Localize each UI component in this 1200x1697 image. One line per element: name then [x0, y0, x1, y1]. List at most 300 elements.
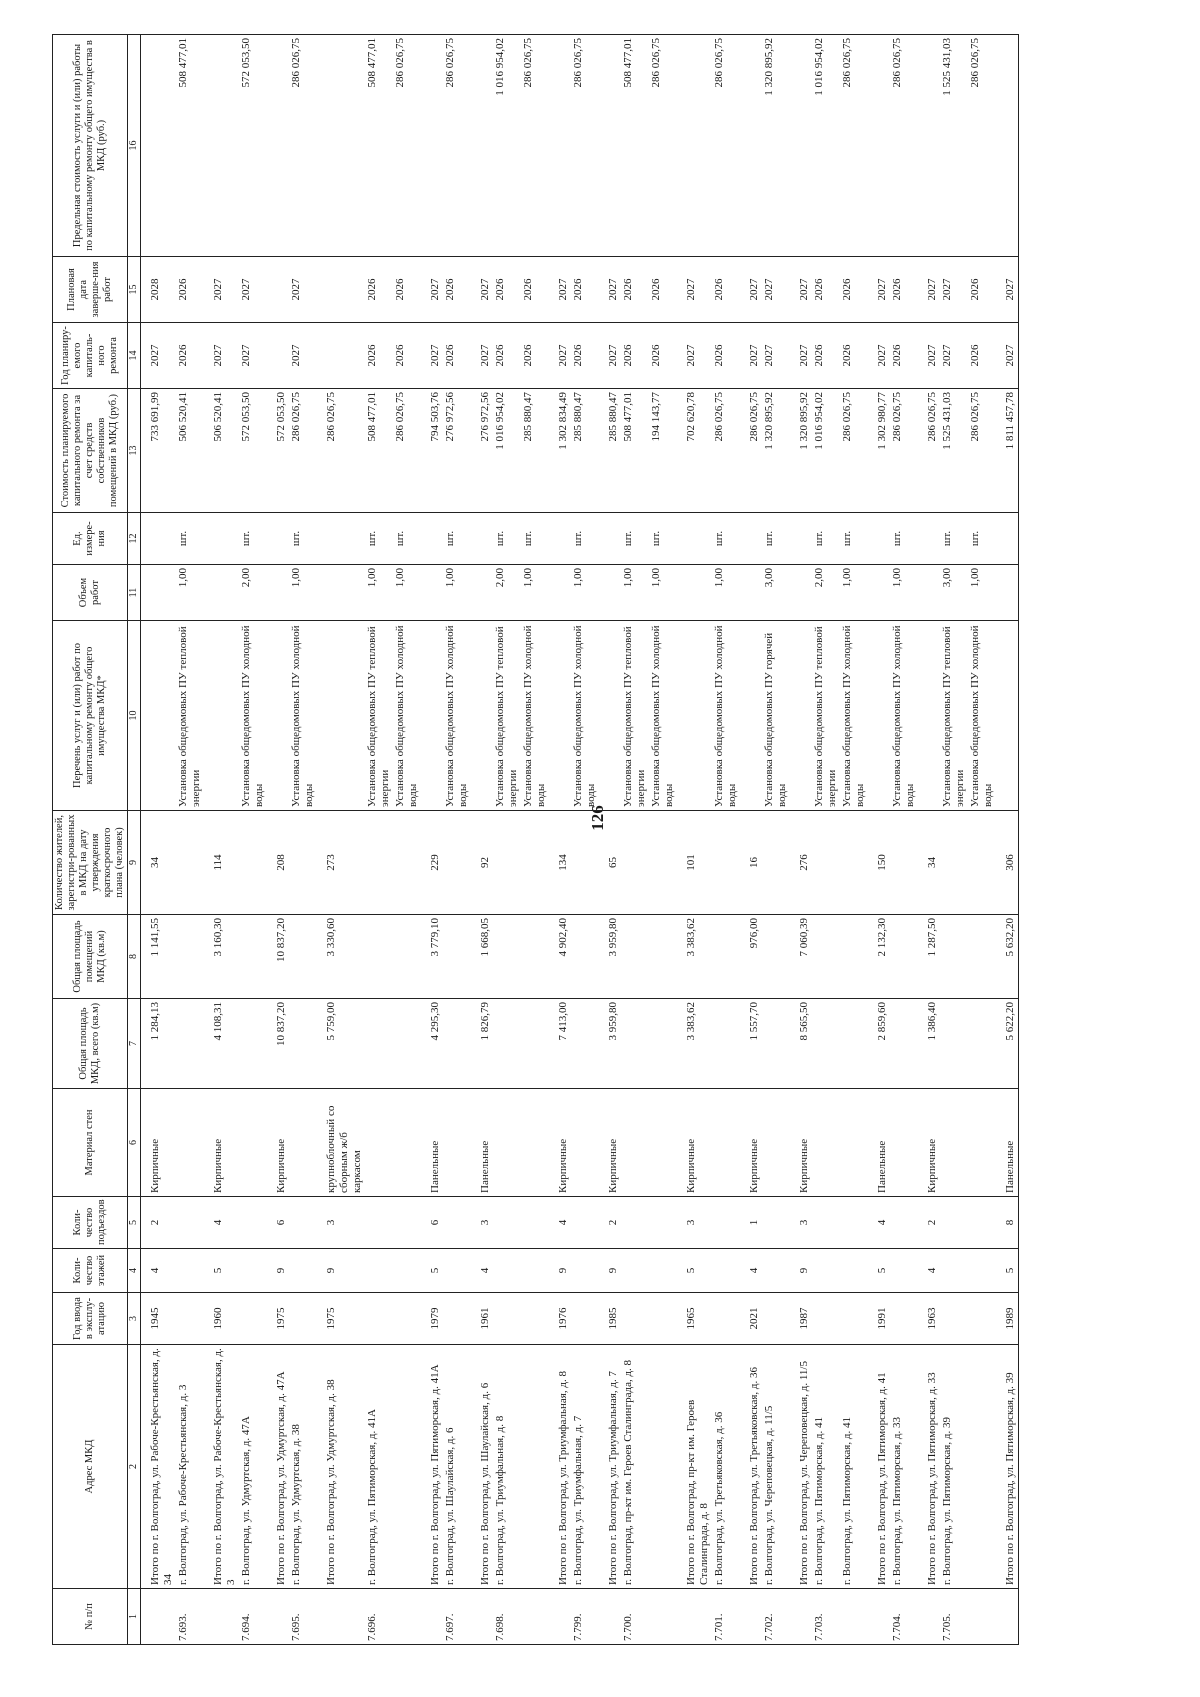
table-cell: [712, 1089, 740, 1197]
table-cell: 508 477,01: [176, 35, 204, 257]
table-cell: 286 026,75: [317, 389, 365, 513]
table-cell: [649, 1589, 677, 1645]
table-cell: Кирпичные: [141, 1089, 177, 1197]
table-row: [239, 35, 267, 1645]
table-cell: Итого по г. Волгоград, ул. Триумфальная, д. 7: [599, 1345, 621, 1589]
table-cell: [649, 1249, 677, 1293]
table-cell: 2026: [176, 257, 204, 323]
table-cell: Установка общедомовых ПУ холодной воды: [393, 621, 421, 811]
table-cell: 2027: [599, 323, 621, 389]
table-cell: 286 026,75: [289, 389, 317, 513]
table-cell: [267, 1589, 289, 1645]
table-cell: 7 413,00: [549, 999, 571, 1089]
table-cell: [599, 565, 621, 621]
table-cell: 1 525 431,03: [940, 389, 968, 513]
table-cell: [677, 513, 712, 565]
table-cell: [599, 35, 621, 257]
table-cell: [790, 621, 812, 811]
column-number-row: [128, 35, 141, 1645]
table-cell: Кирпичные: [549, 1089, 571, 1197]
table-cell: [677, 621, 712, 811]
table-cell: шт.: [968, 513, 996, 565]
table-cell: [549, 621, 571, 811]
column-header: Предельная стоимость услуги и (или) работы по капитальному ремонту общего имущества в МКД (руб.): [53, 35, 128, 257]
table-cell: 2026: [890, 257, 918, 323]
table-cell: [204, 1589, 239, 1645]
table-cell: [868, 35, 890, 257]
table-cell: 10 837,20: [267, 915, 289, 999]
table-cell: [812, 811, 840, 915]
table-cell: [549, 565, 571, 621]
table-cell: [868, 565, 890, 621]
table-body: [141, 35, 1019, 1645]
table-cell: Установка общедомовых ПУ холодной воды: [649, 621, 677, 811]
table-cell: шт.: [493, 513, 521, 565]
table-cell: [996, 621, 1019, 811]
table-cell: [890, 1197, 918, 1249]
table-cell: [812, 1197, 840, 1249]
table-cell: шт.: [712, 513, 740, 565]
table-cell: Панельные: [996, 1089, 1019, 1197]
table-cell: г. Волгоград, ул. Пятиморская, д. 41А: [365, 1345, 393, 1589]
table-cell: [443, 915, 471, 999]
table-cell: 276 972,56: [443, 389, 471, 513]
table-cell: 286 026,75: [712, 389, 740, 513]
table-row: [762, 35, 790, 1645]
table-cell: г. Волгоград, ул. Пятиморская, д. 39: [940, 1345, 968, 1589]
table-cell: 2026: [443, 323, 471, 389]
table-cell: [968, 1589, 996, 1645]
column-header: Год планиру-емого капиталь-ного ремонта: [53, 323, 128, 389]
table-row: [493, 35, 521, 1645]
table-cell: 1 302 980,77: [868, 389, 890, 513]
table-cell: [549, 513, 571, 565]
table-cell: 7.705.: [940, 1589, 968, 1645]
table-cell: 2027: [421, 323, 443, 389]
table-cell: 2,00: [812, 565, 840, 621]
table-cell: шт.: [239, 513, 267, 565]
table-cell: Установка общедомовых ПУ холодной воды: [890, 621, 918, 811]
column-number: 3: [128, 1293, 141, 1345]
table-cell: 286 026,75: [521, 35, 549, 257]
table-cell: 2026: [443, 257, 471, 323]
table-cell: [176, 811, 204, 915]
table-cell: [812, 915, 840, 999]
column-header: Адрес МКД: [53, 1345, 128, 1589]
table-cell: 508 477,01: [621, 389, 649, 513]
table-cell: [521, 1249, 549, 1293]
table-cell: [968, 811, 996, 915]
table-row: [393, 35, 421, 1645]
table-cell: 572 053,50: [267, 389, 289, 513]
table-cell: 1945: [141, 1293, 177, 1345]
table-cell: 2,00: [239, 565, 267, 621]
table-cell: [289, 915, 317, 999]
table-cell: [649, 811, 677, 915]
table-cell: [521, 1293, 549, 1345]
table-cell: 1961: [471, 1293, 493, 1345]
table-cell: 3: [317, 1197, 365, 1249]
table-row: [812, 35, 840, 1645]
table-cell: 273: [317, 811, 365, 915]
table-cell: 1991: [868, 1293, 890, 1345]
table-cell: Установка общедомовых ПУ тепловой энергии: [621, 621, 649, 811]
table-cell: 572 053,50: [239, 389, 267, 513]
table-cell: 1987: [790, 1293, 812, 1345]
table-cell: 3: [471, 1197, 493, 1249]
table-cell: 2026: [968, 323, 996, 389]
table-cell: [443, 1249, 471, 1293]
table-cell: 9: [267, 1249, 289, 1293]
table-cell: Установка общедомовых ПУ холодной воды: [289, 621, 317, 811]
column-header: Плановая дата заверше-ния работ: [53, 257, 128, 323]
table-cell: 2027: [790, 257, 812, 323]
table-cell: [762, 1249, 790, 1293]
table-cell: 101: [677, 811, 712, 915]
table-cell: 286 026,75: [968, 389, 996, 513]
table-cell: 506 520,41: [176, 389, 204, 513]
table-cell: [621, 811, 649, 915]
table-cell: [940, 1249, 968, 1293]
table-cell: 5: [868, 1249, 890, 1293]
table-cell: [840, 811, 868, 915]
table-cell: 6: [421, 1197, 443, 1249]
table-cell: [918, 621, 940, 811]
table-cell: г. Волгоград, ул. Пятиморская, д. 33: [890, 1345, 918, 1589]
table-cell: 794 503,76: [421, 389, 443, 513]
table-cell: 10 837,20: [267, 999, 289, 1089]
table-cell: г. Волгоград, пр-кт им. Героев Сталинграда, д. 8: [621, 1345, 649, 1589]
table-row: [621, 35, 649, 1645]
table-cell: [571, 1197, 599, 1249]
table-cell: 2027: [762, 257, 790, 323]
table-cell: 2026: [621, 323, 649, 389]
table-cell: 1 287,50: [918, 915, 940, 999]
table-cell: [239, 999, 267, 1089]
table-cell: 194 143,77: [649, 389, 677, 513]
table-cell: Кирпичные: [790, 1089, 812, 1197]
table-cell: 1 668,05: [471, 915, 493, 999]
table-cell: 5: [421, 1249, 443, 1293]
table-cell: [289, 1089, 317, 1197]
table-cell: 2026: [571, 323, 599, 389]
table-cell: 7.695.: [289, 1589, 317, 1645]
table-cell: [571, 1249, 599, 1293]
table-cell: 286 026,75: [393, 389, 421, 513]
table-cell: [421, 513, 443, 565]
column-header: Стоимость планируемого капитального ремонта за счет средств собственников помещений в МКД (руб.): [53, 389, 128, 513]
subtotal-row: [868, 35, 890, 1645]
table-cell: г. Волгоград, ул. Пятиморская, д. 41: [812, 1345, 840, 1589]
table-cell: [141, 35, 177, 257]
table-cell: 2027: [940, 323, 968, 389]
table-cell: 2026: [521, 323, 549, 389]
table-cell: 3 779,10: [421, 915, 443, 999]
table-cell: [621, 1089, 649, 1197]
table-cell: [267, 513, 289, 565]
table-cell: [421, 35, 443, 257]
table-cell: [317, 257, 365, 323]
table-cell: 2026: [890, 323, 918, 389]
table-cell: шт.: [393, 513, 421, 565]
table-cell: Итого по г. Волгоград, ул. Шаулайская, д. 6: [471, 1345, 493, 1589]
column-number: 4: [128, 1249, 141, 1293]
table-cell: [393, 1345, 421, 1589]
table-cell: [649, 1197, 677, 1249]
table-cell: 7.700.: [621, 1589, 649, 1645]
table-cell: 4: [204, 1197, 239, 1249]
table-cell: [968, 1197, 996, 1249]
table-cell: [204, 513, 239, 565]
table-cell: [712, 1197, 740, 1249]
table-cell: [493, 811, 521, 915]
table-cell: [571, 915, 599, 999]
table-cell: [918, 35, 940, 257]
table-cell: шт.: [521, 513, 549, 565]
column-number: 13: [128, 389, 141, 513]
table-cell: [289, 1197, 317, 1249]
table-cell: 2027: [996, 257, 1019, 323]
table-cell: 2026: [365, 257, 393, 323]
table-cell: 92: [471, 811, 493, 915]
table-cell: 4 108,31: [204, 999, 239, 1089]
table-cell: 1: [740, 1197, 762, 1249]
column-number: 2: [128, 1345, 141, 1589]
table-cell: [393, 1197, 421, 1249]
table-cell: 306: [996, 811, 1019, 915]
table-cell: шт.: [571, 513, 599, 565]
table-cell: [493, 1089, 521, 1197]
table-cell: [621, 1197, 649, 1249]
subtotal-row: [549, 35, 571, 1645]
table-cell: 2027: [239, 257, 267, 323]
table-cell: [493, 999, 521, 1089]
table-cell: 3 330,60: [317, 915, 365, 999]
column-number: 12: [128, 513, 141, 565]
table-cell: [840, 1293, 868, 1345]
table-cell: [289, 1293, 317, 1345]
column-number: 15: [128, 257, 141, 323]
table-cell: [712, 811, 740, 915]
table-cell: Итого по г. Волгоград, ул. Триумфальная, д. 8: [549, 1345, 571, 1589]
table-cell: [521, 811, 549, 915]
table-row: [176, 35, 204, 1645]
table-cell: 7.696.: [365, 1589, 393, 1645]
landscape-sheet: [52, 35, 1132, 1645]
table-cell: г. Волгоград, ул. Удмуртская, д. 47А: [239, 1345, 267, 1589]
table-row: [968, 35, 996, 1645]
column-number: 8: [128, 915, 141, 999]
table-cell: 1985: [599, 1293, 621, 1345]
table-cell: [762, 999, 790, 1089]
table-cell: [890, 1089, 918, 1197]
table-cell: 5: [996, 1249, 1019, 1293]
table-cell: 2027: [239, 323, 267, 389]
subtotal-row: [421, 35, 443, 1645]
table-cell: [840, 1249, 868, 1293]
table-cell: [940, 1089, 968, 1197]
table-cell: 1975: [267, 1293, 289, 1345]
table-row: [571, 35, 599, 1645]
table-cell: 7 060,39: [790, 915, 812, 999]
table-cell: [812, 1249, 840, 1293]
table-cell: Установка общедомовых ПУ холодной воды: [712, 621, 740, 811]
table-cell: 16: [740, 811, 762, 915]
table-cell: [521, 1197, 549, 1249]
table-cell: [521, 1345, 549, 1589]
table-cell: [443, 999, 471, 1089]
table-cell: 2026: [365, 323, 393, 389]
table-cell: [521, 1589, 549, 1645]
table-cell: [790, 513, 812, 565]
table-cell: 508 477,01: [621, 35, 649, 257]
table-cell: 7.799.: [571, 1589, 599, 1645]
table-cell: 208: [267, 811, 289, 915]
table-cell: [918, 565, 940, 621]
table-cell: 134: [549, 811, 571, 915]
table-cell: 1 320 895,92: [790, 389, 812, 513]
table-cell: 286 026,75: [393, 35, 421, 257]
column-number: 7: [128, 999, 141, 1089]
table-cell: 2027: [421, 257, 443, 323]
table-cell: [868, 513, 890, 565]
table-cell: шт.: [621, 513, 649, 565]
table-cell: [267, 565, 289, 621]
table-cell: 229: [421, 811, 443, 915]
table-cell: 7.697.: [443, 1589, 471, 1645]
table-cell: [393, 1089, 421, 1197]
table-cell: 1,00: [712, 565, 740, 621]
table-cell: [443, 1293, 471, 1345]
table-cell: 286 026,75: [840, 35, 868, 257]
table-cell: [176, 999, 204, 1089]
table-cell: 3 959,80: [599, 999, 621, 1089]
table-cell: 7.694.: [239, 1589, 267, 1645]
table-cell: шт.: [840, 513, 868, 565]
table-cell: [571, 1089, 599, 1197]
table-cell: шт.: [812, 513, 840, 565]
table-cell: [649, 999, 677, 1089]
table-cell: Итого по г. Волгоград, ул. Пятиморская, д. 41А: [421, 1345, 443, 1589]
table-cell: 2027: [549, 257, 571, 323]
table-cell: 2027: [677, 323, 712, 389]
table-cell: [365, 1197, 393, 1249]
table-cell: [790, 35, 812, 257]
table-cell: [493, 1197, 521, 1249]
table-cell: [289, 1249, 317, 1293]
table-cell: 2: [599, 1197, 621, 1249]
column-header: Год ввода в эксплу-атацию: [53, 1293, 128, 1345]
table-cell: [493, 1293, 521, 1345]
table-cell: шт.: [649, 513, 677, 565]
table-row: [443, 35, 471, 1645]
table-cell: 9: [549, 1249, 571, 1293]
table-cell: 285 880,47: [599, 389, 621, 513]
table-cell: [571, 999, 599, 1089]
table-cell: [712, 1293, 740, 1345]
repair-plan-table: [52, 34, 1019, 1645]
table-cell: [812, 1089, 840, 1197]
table-cell: [677, 1589, 712, 1645]
subtotal-row: [996, 35, 1019, 1645]
table-cell: 9: [599, 1249, 621, 1293]
table-cell: г. Волгоград, ул. Пятиморская, д. 41: [840, 1345, 868, 1589]
page-number: 126: [588, 805, 607, 831]
table-cell: [393, 811, 421, 915]
column-number: 1: [128, 1589, 141, 1645]
table-cell: [421, 621, 443, 811]
table-cell: Установка общедомовых ПУ тепловой энергии: [812, 621, 840, 811]
table-cell: [421, 1589, 443, 1645]
table-cell: 2026: [649, 257, 677, 323]
table-cell: 2: [141, 1197, 177, 1249]
subtotal-row: [790, 35, 812, 1645]
table-cell: 1,00: [393, 565, 421, 621]
table-cell: 34: [918, 811, 940, 915]
table-cell: [968, 999, 996, 1089]
table-cell: [443, 811, 471, 915]
table-cell: [968, 1249, 996, 1293]
table-cell: шт.: [176, 513, 204, 565]
table-cell: 2,00: [493, 565, 521, 621]
table-cell: [840, 1197, 868, 1249]
table-cell: 4: [141, 1249, 177, 1293]
table-cell: 2028: [141, 257, 177, 323]
table-cell: Установка общедомовых ПУ холодной воды: [571, 621, 599, 811]
table-cell: [365, 811, 393, 915]
table-cell: 2027: [790, 323, 812, 389]
table-cell: 508 477,01: [365, 389, 393, 513]
table-cell: [239, 915, 267, 999]
table-cell: 1963: [918, 1293, 940, 1345]
table-cell: 2 132,30: [868, 915, 890, 999]
table-cell: Кирпичные: [918, 1089, 940, 1197]
table-cell: [868, 621, 890, 811]
table-cell: 2027: [996, 323, 1019, 389]
table-cell: [677, 35, 712, 257]
table-cell: 7.701.: [712, 1589, 740, 1645]
table-cell: 285 880,47: [571, 389, 599, 513]
table-cell: 1,00: [649, 565, 677, 621]
table-cell: [267, 323, 289, 389]
table-cell: 3 959,80: [599, 915, 621, 999]
table-cell: крупноблочный со сборным ж/б каркасом: [317, 1089, 365, 1197]
table-cell: [317, 513, 365, 565]
table-row: [840, 35, 868, 1645]
table-cell: [812, 999, 840, 1089]
table-cell: [521, 1089, 549, 1197]
subtotal-row: [918, 35, 940, 1645]
table-cell: 4 902,40: [549, 915, 571, 999]
table-cell: 286 026,75: [890, 35, 918, 257]
table-cell: 572 053,50: [239, 35, 267, 257]
table-cell: Установка общедомовых ПУ холодной воды: [521, 621, 549, 811]
table-cell: 2027: [677, 257, 712, 323]
column-header: Коли-чество подъездов: [53, 1197, 128, 1249]
table-cell: [890, 1293, 918, 1345]
table-cell: 2021: [740, 1293, 762, 1345]
table-cell: [471, 621, 493, 811]
table-cell: [471, 565, 493, 621]
table-cell: 508 477,01: [365, 35, 393, 257]
table-cell: 4: [868, 1197, 890, 1249]
table-cell: 2027: [868, 257, 890, 323]
table-cell: 1,00: [968, 565, 996, 621]
table-cell: 2027: [868, 323, 890, 389]
table-cell: [740, 565, 762, 621]
table-cell: Кирпичные: [599, 1089, 621, 1197]
table-cell: [239, 1197, 267, 1249]
